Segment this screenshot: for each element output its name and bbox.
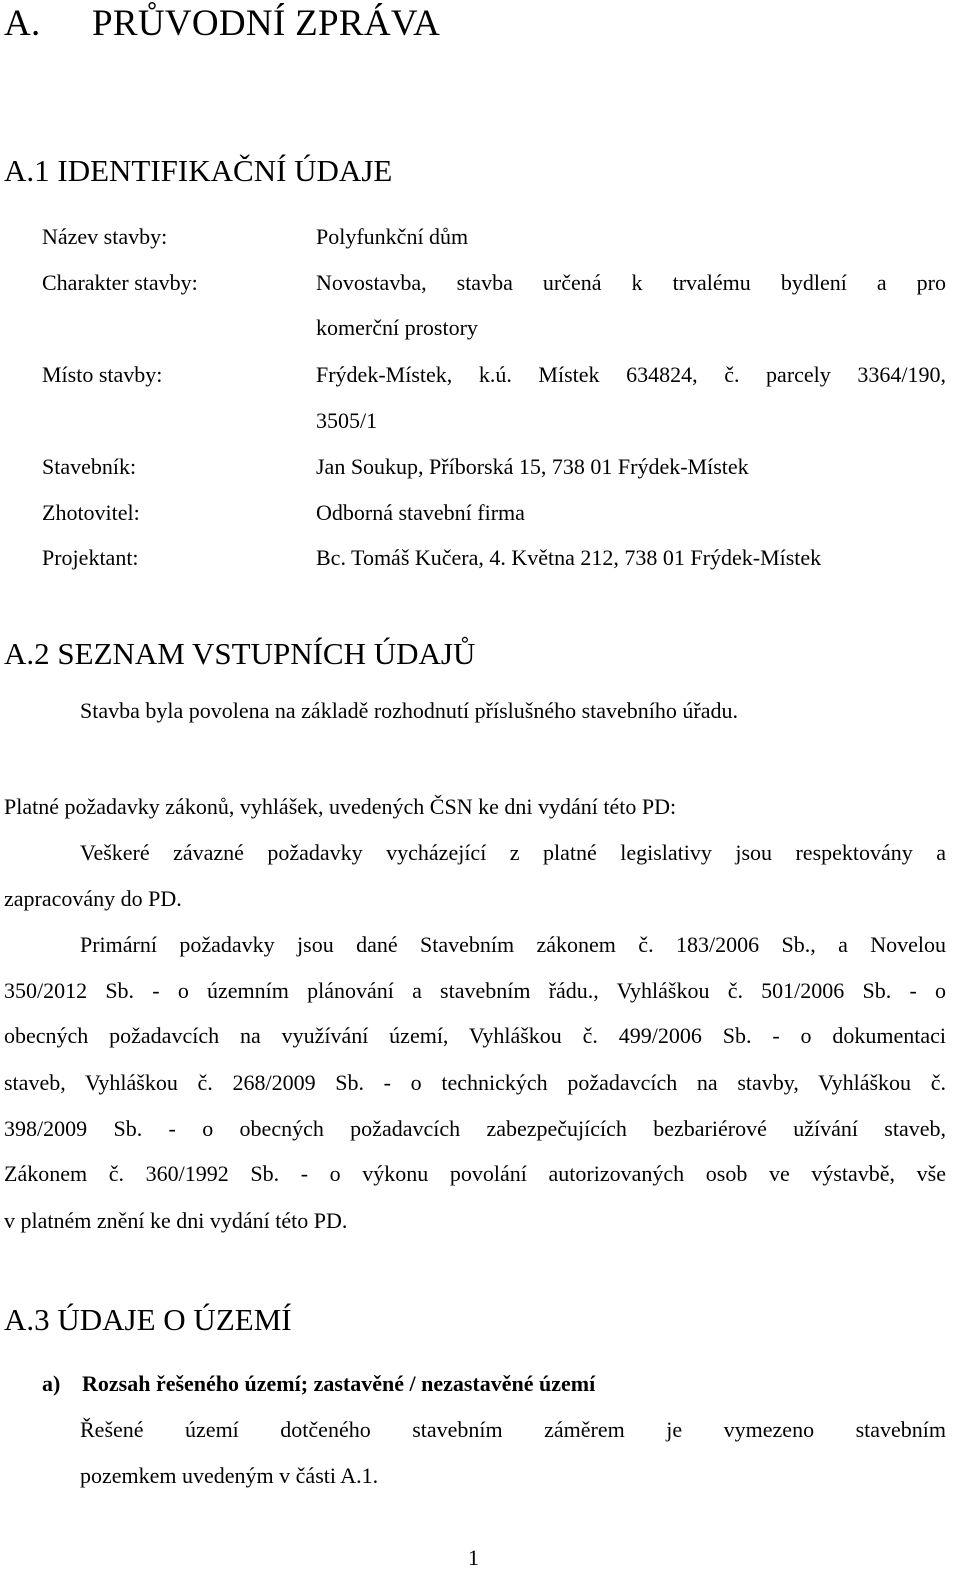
section-a2-intro: Stavba byla povolena na základě rozhodnutí příslušného stavebního úřadu.: [80, 698, 738, 723]
paragraph2-line2: 350/2012 Sb. - o územním plánování a stavebním řádu., Vyhláškou č. 501/2006 Sb. - o: [4, 978, 946, 1003]
value-stavebnik: Jan Soukup, Příborská 15, 738 01 Frýdek-Místek: [316, 454, 749, 479]
value-zhotovitel: Odborná stavební firma: [316, 500, 525, 525]
label-projektant: Projektant:: [42, 545, 139, 570]
label-nazev-stavby: Název stavby:: [42, 224, 168, 249]
label-charakter-stavby: Charakter stavby:: [42, 270, 198, 295]
subsection-a-marker: a): [42, 1371, 61, 1396]
paragraph2-line4: staveb, Vyhláškou č. 268/2009 Sb. - o technických požadavcích na stavby, Vyhláškou č.: [4, 1070, 946, 1095]
value-projektant: Bc. Tomáš Kučera, 4. Května 212, 738 01 Frýdek-Místek: [316, 545, 822, 570]
chapter-number: A.: [4, 3, 41, 44]
chapter-title: PRŮVODNÍ ZPRÁVA: [92, 3, 441, 44]
section-a2-title: A.2 SEZNAM VSTUPNÍCH ÚDAJŮ: [4, 636, 476, 671]
section-a1-title: A.1 IDENTIFIKAČNÍ ÚDAJE: [4, 153, 393, 188]
label-stavebnik: Stavebník:: [42, 454, 137, 479]
requirements-heading: Platné požadavky zákonů, vyhlášek, uvedených ČSN ke dni vydání této PD:: [4, 794, 677, 819]
paragraph2-line5: 398/2009 Sb. - o obecných požadavcích zabezpečujících bezbariérové užívání staveb,: [4, 1116, 946, 1141]
paragraph2-line3: obecných požadavcích na využívání území, Vyhláškou č. 499/2006 Sb. - o dokumentaci: [4, 1023, 946, 1048]
value-misto-stavby-line1: Frýdek-Místek, k.ú. Místek 634824, č. parcely 3364/190,: [316, 362, 946, 387]
paragraph2-line1: Primární požadavky jsou dané Stavebním zákonem č. 183/2006 Sb., a Novelou: [80, 932, 946, 957]
label-misto-stavby: Místo stavby:: [42, 362, 163, 387]
value-charakter-stavby-line1: Novostavba, stavba určená k trvalému bydlení a pro: [316, 270, 946, 295]
subsection-a-title: Rozsah řešeného území; zastavěné / nezastavěné území: [82, 1371, 596, 1396]
value-misto-stavby-line2: 3505/1: [316, 408, 378, 433]
paragraph1-line2: zapracovány do PD.: [4, 886, 182, 911]
value-charakter-stavby-line2: komerční prostory: [316, 315, 478, 340]
page-number: 1: [468, 1545, 479, 1570]
section-a3-title: A.3 ÚDAJE O ÚZEMÍ: [4, 1302, 292, 1337]
subsection-a-line2: pozemkem uvedeným v části A.1.: [80, 1463, 379, 1488]
paragraph2-line7: v platném znění ke dni vydání této PD.: [4, 1208, 348, 1233]
paragraph1-line1: Veškeré závazné požadavky vycházející z platné legislativy jsou respektovány a: [80, 840, 946, 865]
subsection-a-line1: Řešené území dotčeného stavebním záměrem je vymezeno stavebním: [80, 1417, 946, 1442]
paragraph2-line6: Zákonem č. 360/1992 Sb. - o výkonu povolání autorizovaných osob ve výstavbě, vše: [4, 1161, 946, 1186]
value-nazev-stavby: Polyfunkční dům: [316, 224, 469, 249]
label-zhotovitel: Zhotovitel:: [42, 500, 140, 525]
